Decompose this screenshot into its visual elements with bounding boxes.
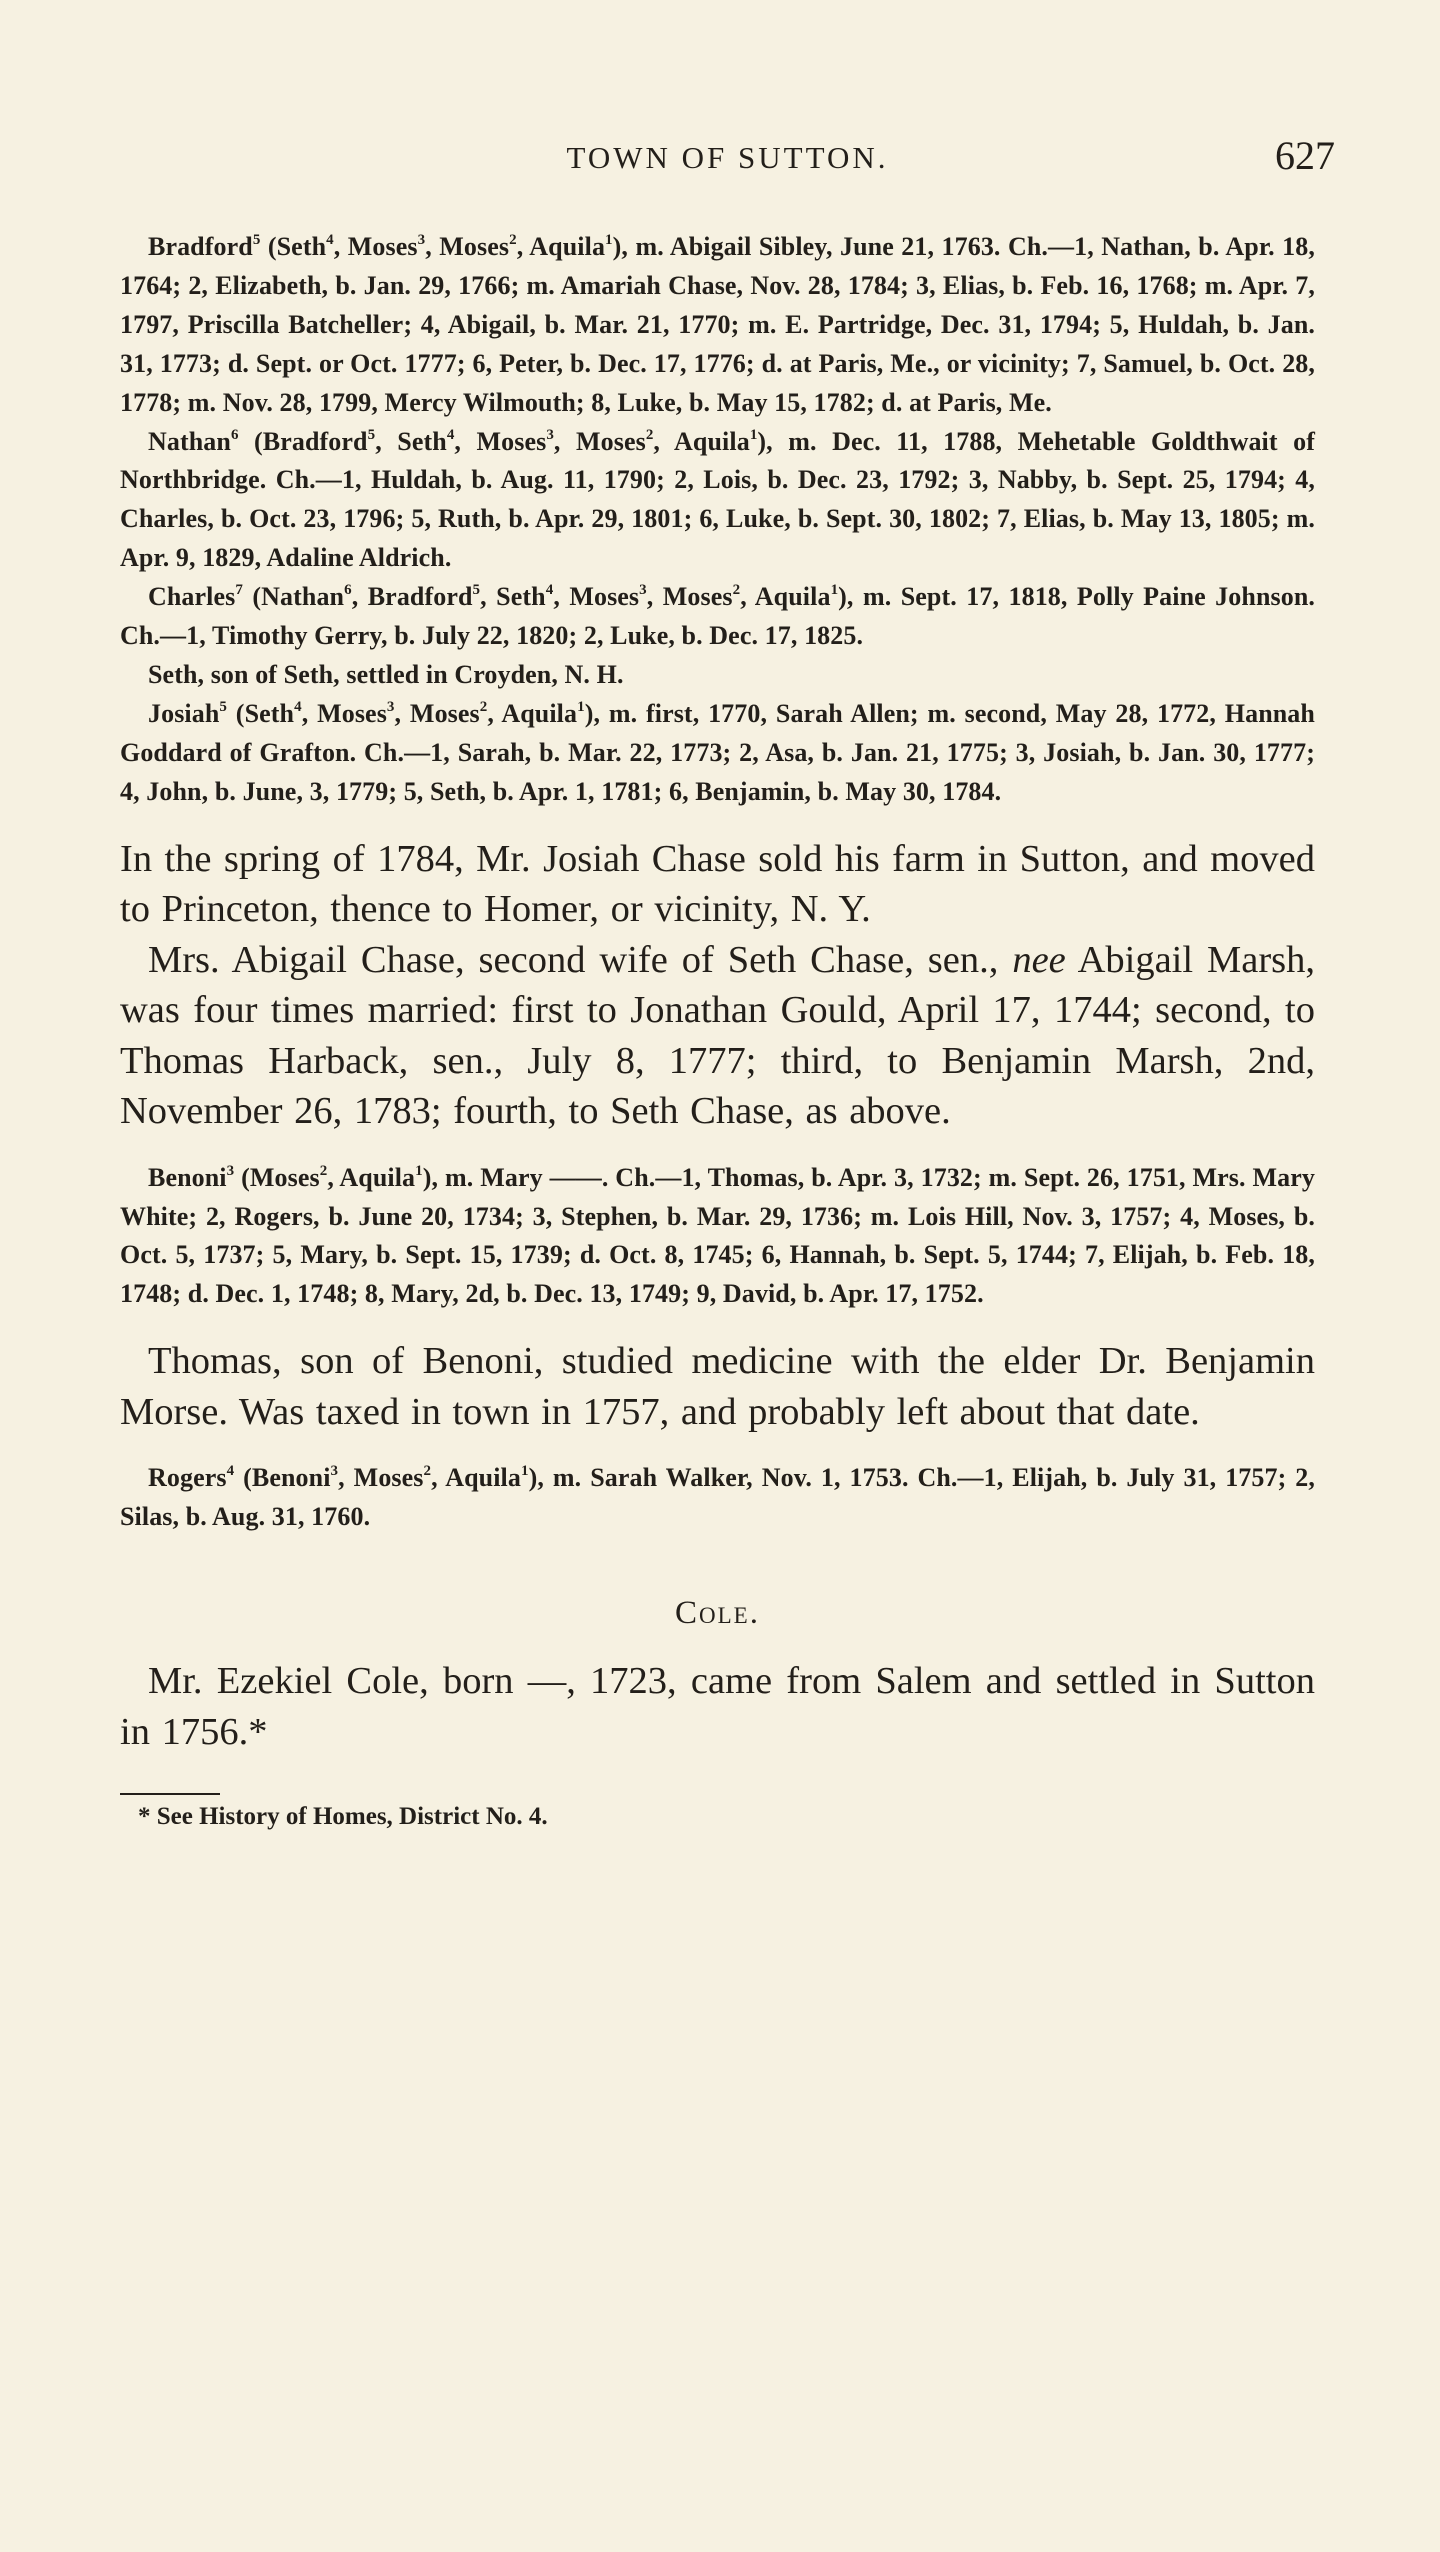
entry-text: ), m. Sarah Walker, Nov. 1, 1753. Ch.—1, Elijah, b. July 31, 1757; 2, Silas, b. Aug. 31, 1760. xyxy=(120,1463,1316,1532)
entry-name: Charles xyxy=(148,582,236,612)
page-number: 627 xyxy=(1275,133,1335,178)
entry-text: ), m. first, 1770, Sarah Allen; m. second, May 28, 1772, Hannah Goddard of Grafton. Ch.—1, Sarah, b. Mar. 22, 1773; 2, Asa, b. Jan. 21, 1775; 3, Josiah, b. Jan. 30, 1777; 4, John, b. June, 3, 1779; 5, Seth, b. Apr. 1, 1781; 6, Benjamin, b. May 30, 1784. xyxy=(120,698,1315,806)
entry-children: , Nathan, b. Apr. 18, 1764; 2, Elizabeth, b. Jan. 29, 1766; m. Amariah Chase, Nov. 28, 1784; 3, Elias, b. Feb. 16, 1768; m. Apr. 7, 1797, Priscilla Batcheller; 4, Abigail, b. Mar. 21, 1770; m. E. Partridge, Dec. 31, 1794; 5, Huldah, b. Jan. 31, 1773; d. Sept. or Oct. 1777; 6, Peter, b. Dec. 17, 1776; d. at Paris, Me., or vicinity; 7, Samuel, b. Oct. 28, 1778; m. Nov. 28, 1799, Mercy Wilmouth; 8, Luke, b. May 15, 1782; d. at Paris, Me. xyxy=(120,232,1315,417)
narrative-abigail-part2: Abigail Marsh, was four times married: first to Jonathan Gould, April 17, 1744; second, to Thomas Harback, sen., July 8, 1777; third, to Benjamin Marsh, 2nd, November 26, 1783; fourth, to Seth Chase, as above. xyxy=(120,938,1316,1133)
footnote-rule xyxy=(120,1793,220,1795)
entry-text: ), m. Sept. 17, 1818, Polly Paine Johnson. Ch.—1, Timothy Gerry, b. July 22, 1820; 2, Luke, b. Dec. 17, 1825. xyxy=(120,582,1315,651)
running-head xyxy=(120,130,1335,180)
page-content xyxy=(120,228,1315,1831)
genealogy-entry-benoni: Benoni$^3$ (Moses$^2$, Aquila$^1$), m. Mary ——. Ch.—1, Thomas, b. Apr. 3, 1732; m. Sept. 26, 1751, Mrs. Mary White; 2, Rogers, b. June 20, 1734; 3, Stephen, b. Mar. 29, 1736; m. Lois Hill, Nov. 3, 1757; 4, Moses, b. Oct. 5, 1737; 5, Mary, b. Sept. 15, 1739; d. Oct. 8, 1745; 6, Hannah, b. Sept. 5, 1744; 7, Elijah, b. Feb. 18, 1748; d. Dec. 1, 1748; 8, Mary, 2d, b. Dec. 13, 1749; 9, David, b. Apr. 17, 1752. xyxy=(120,1162,1315,1309)
footnote: * See History of Homes, District No. 4. xyxy=(138,1803,548,1831)
entry-text: ), m. Mary ——. Ch.—1, Thomas, b. Apr. 3, 1732; m. Sept. 26, 1751, Mrs. Mary White; 2, Rogers, b. June 20, 1734; 3, Stephen, b. Mar. 29, 1736; m. Lois Hill, Nov. 3, 1757; 4, Moses, b. Oct. 5, 1737; 5, Mary, b. Sept. 15, 1739; d. Oct. 8, 1745; 6, Hannah, b. Sept. 5, 1744; 7, Elijah, b. Feb. 18, 1748; d. Dec. 1, 1748; 8, Mary, 2d, b. Dec. 13, 1749; 9, David, b. Apr. 17, 1752. xyxy=(120,1162,1315,1309)
genealogy-note-seth: Seth, son of Seth, settled in Croyden, N. H. xyxy=(148,659,624,689)
narrative-cole: Mr. Ezekiel Cole, born —, 1723, came from Salem and settled in Sutton in 1756.* xyxy=(120,1660,1315,1753)
genealogy-entry-rogers: Rogers$^4$ (Benoni$^3$, Moses$^2$, Aquila$^1$), m. Sarah Walker, Nov. 1, 1753. Ch.—1, Elijah, b. July 31, 1757; 2, Silas, b. Aug. 31, 1760. xyxy=(120,1463,1316,1532)
entry-name: Josiah xyxy=(148,698,220,728)
narrative-abigail xyxy=(120,935,1315,1137)
entry-name: Benoni xyxy=(148,1162,227,1192)
running-head-title: TOWN OF SUTTON. xyxy=(566,140,889,175)
entry-marriage: ), m. Abigail Sibley, June 21, 1763. Ch.—1 xyxy=(612,232,1088,261)
genealogy-entry-charles: Charles$^7$ (Nathan$^6$, Bradford$^5$, Seth$^4$, Moses$^3$, Moses$^2$, Aquila$^1$), m. Sept. 17, 1818, Polly Paine Johnson. Ch.—1, Timothy Gerry, b. July 22, 1820; 2, Luke, b. Dec. 17, 1825. xyxy=(120,582,1315,651)
entry-name: Rogers xyxy=(148,1463,227,1493)
section-heading-cole: Cole. xyxy=(675,1595,760,1632)
narrative-josiah: In the spring of 1784, Mr. Josiah Chase sold his farm in Sutton, and moved to Princeton, thence to Homer, or vicinity, N. Y. xyxy=(120,837,1315,931)
genealogy-entry-nathan: Nathan$^6$ (Bradford$^5$, Seth$^4$, Moses$^3$, Moses$^2$, Aquila$^1$), m. Dec. 11, 1788, Mehetable Goldthwait of Northbridge. Ch.—1, Huldah, b. Aug. 11, 1790; 2, Lois, b. Dec. 23, 1792; 3, Nabby, b. Sept. 25, 1794; 4, Charles, b. Oct. 23, 1796; 5, Ruth, b. Apr. 29, 1801; 6, Luke, b. Sept. 30, 1802; 7, Elias, b. May 13, 1805; m. Apr. 9, 1829, Adaline Aldrich. xyxy=(120,426,1315,573)
entry-text: ), m. Dec. 11, 1788, Mehetable Goldthwait of Northbridge. Ch.—1, Huldah, b. Aug. 11, 1790; 2, Lois, b. Dec. 23, 1792; 3, Nabby, b. Sept. 25, 1794; 4, Charles, b. Oct. 23, 1796; 5, Ruth, b. Apr. 29, 1801; 6, Luke, b. Sept. 30, 1802; 7, Elias, b. May 13, 1805; m. Apr. 9, 1829, Adaline Aldrich. xyxy=(120,426,1315,573)
genealogy-entry-josiah: Josiah$^5$ (Seth$^4$, Moses$^3$, Moses$^2$, Aquila$^1$), m. first, 1770, Sarah Allen; m. second, May 28, 1772, Hannah Goddard of Grafton. Ch.—1, Sarah, b. Mar. 22, 1773; 2, Asa, b. Jan. 21, 1775; 3, Josiah, b. Jan. 30, 1777; 4, John, b. June, 3, 1779; 5, Seth, b. Apr. 1, 1781; 6, Benjamin, b. May 30, 1784. xyxy=(120,698,1315,806)
entry-name: Bradford xyxy=(148,232,253,261)
narrative-abigail-part1: Mrs. Abigail Chase, second wife of Seth Chase, sen., xyxy=(148,938,999,981)
narrative-thomas: Thomas, son of Benoni, studied medicine with the elder Dr. Benjamin Morse. Was taxed in town in 1757, and probably left about that date. xyxy=(120,1340,1315,1433)
entry-name: Nathan xyxy=(148,426,231,456)
genealogy-entry-bradford: Bradford$^5$ (Seth$^4$, Moses$^3$, Moses$^2$, Aquila$^1$), m. Abigail Sibley, June 21, 1763. Ch.—1, Nathan, b. Apr. 18, 1764; 2, Elizabeth, b. Jan. 29, 1766; m. Amariah Chase, Nov. 28, 1784; 3, Elias, b. Feb. 16, 1768; m. Apr. 7, 1797, Priscilla Batcheller; 4, Abigail, b. Mar. 21, 1770; m. E. Partridge, Dec. 31, 1794; 5, Huldah, b. Jan. 31, 1773; d. Sept. or Oct. 1777; 6, Peter, b. Dec. 17, 1776; d. at Paris, Me., or vicinity; 7, Samuel, b. Oct. 28, 1778; m. Nov. 28, 1799, Mercy Wilmouth; 8, Luke, b. May 15, 1782; d. at Paris, Me. xyxy=(120,232,1315,417)
nee-word: nee xyxy=(1012,938,1066,981)
